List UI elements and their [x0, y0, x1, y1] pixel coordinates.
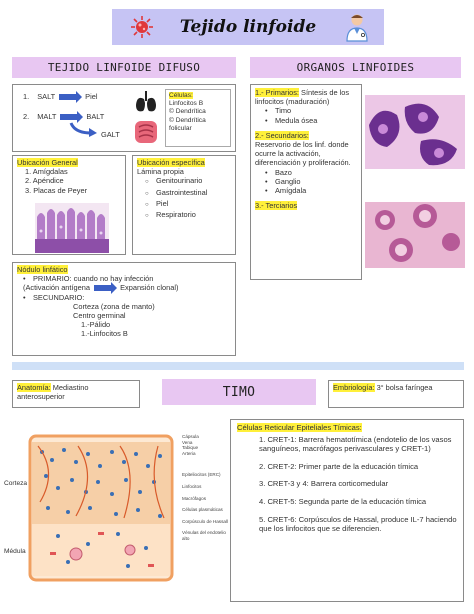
- ubicacion-especifica-box: [132, 155, 236, 255]
- page-title: Tejido linfoide: [179, 17, 317, 37]
- diagram-label: Células plasmáticas: [182, 507, 223, 513]
- arrow-icon: [59, 94, 77, 100]
- primarios-heading: 1.- Primarios:: [255, 88, 299, 97]
- activacion-line: (Activación antígena Expansión clonal): [23, 283, 179, 293]
- celulas-heading: Células:: [169, 92, 193, 99]
- nodulo-heading: Nódulo linfático: [17, 265, 68, 274]
- nodulo-line: Centro germinal: [73, 311, 126, 321]
- list-item: ○ Gastrointestinal: [145, 188, 231, 199]
- galt-label: GALT: [101, 130, 120, 139]
- doctor-icon: [344, 12, 370, 42]
- diagram-label-corteza: Corteza: [4, 480, 28, 487]
- cret-box: [230, 419, 464, 602]
- secundario-line: • SECUNDARIO:: [23, 293, 231, 302]
- cret-item: 5. CRET-6: Corpúsculos de Hassal, produce IL-7 haciendo que los linfocitos que se diferencien.: [259, 514, 457, 534]
- list-item: • Medula ósea: [265, 116, 357, 125]
- list-item: • Bazo: [265, 168, 357, 177]
- list-item: • Amígdala: [265, 186, 357, 195]
- cret-heading: Células Reticular Epiteliales Tímicas:: [237, 423, 362, 432]
- list-item: 3. Placas de Peyer: [25, 185, 88, 195]
- embriologia-label: Embriología:: [333, 383, 375, 392]
- section-title-difuso: TEJIDO LINFOIDE DIFUSO: [12, 57, 236, 78]
- diagram-label: Macrófagos: [182, 495, 207, 501]
- section-title-organos: ORGANOS LINFOIDES: [250, 57, 461, 78]
- virus-icon: [130, 15, 154, 39]
- celulas-line: folicular: [169, 124, 192, 132]
- thymus-diagram: [6, 432, 228, 584]
- list-item: ○ Genitourinario: [145, 176, 231, 187]
- lamina-propia: Lámina propia: [137, 167, 184, 177]
- organos-box: [250, 84, 362, 280]
- secundarios-heading: 2.- Secundarios:: [255, 130, 309, 140]
- cret-item: 4. CRET-5: Segunda parte de la educación tímica: [259, 496, 427, 506]
- salt-malt-box: [12, 84, 236, 152]
- anatomia-text: Mediastino anterosuperior: [17, 383, 89, 402]
- lymph-node-histology-image: [365, 202, 465, 268]
- balt-label: BALT: [86, 112, 105, 121]
- nodulo-line: 1.-Pálido: [81, 320, 111, 330]
- cret-item: 3. CRET-3 y 4: Barrera corticomedular: [259, 479, 389, 489]
- title-banner: [112, 9, 384, 45]
- galt-arrow-icon: [69, 121, 99, 137]
- primario-line: • PRIMARIO: cuando no hay infección: [23, 274, 231, 283]
- thymus-histology-image: [365, 95, 465, 169]
- ubicacion-general-heading: Ubicación General: [17, 158, 78, 167]
- cret-item: 2. CRET-2: Primer parte de la educación tímica: [259, 461, 419, 471]
- diagram-label: Corpúsculo de Hassall: [182, 518, 228, 524]
- intestinal-villi-image: [35, 203, 109, 253]
- row-number: 2.: [23, 112, 30, 121]
- embriologia-text: 3° bolsa faríngea: [376, 383, 433, 392]
- arrow-icon: [94, 285, 112, 291]
- list-item: 2. Apéndice: [25, 176, 64, 186]
- piel-label: Piel: [85, 92, 98, 101]
- intestine-icon: [133, 119, 159, 145]
- diagram-label-medula: Médula: [4, 548, 26, 555]
- nodulo-linfatico-box: [12, 262, 236, 356]
- celulas-box: [165, 89, 231, 147]
- diagram-label: Linfocitos: [182, 483, 202, 489]
- cret-item: 1. CRET-1: Barrera hematotímica (endotelio de los vasos sanguíneos, macrófagos perivasculares y CRET-1): [259, 434, 452, 454]
- malt-label: MALT: [37, 112, 57, 121]
- row-number: 1.: [23, 92, 30, 101]
- terciarios-heading: 3.- Terciarios: [255, 201, 298, 211]
- ubicacion-general-box: [12, 155, 126, 255]
- celulas-line: Linfocitos B: [169, 100, 204, 108]
- diagram-label: Tabique: [182, 445, 199, 451]
- celulas-line: © Dendrítica: [169, 108, 206, 116]
- salt-label: SALT: [37, 92, 56, 101]
- celulas-line: © Dendrítica: [169, 116, 206, 124]
- nodulo-line: Corteza (zona de manto): [73, 301, 155, 311]
- ubicacion-especifica-heading: Ubicación específica: [137, 158, 205, 167]
- diagram-label: Arteria: [182, 450, 196, 456]
- secundarios-text: Reservorio de los linf. donde ocurre la activación, diferenciación y proliferación.: [255, 140, 351, 168]
- list-item: ○ Respiratorio: [145, 210, 231, 221]
- lungs-icon: [133, 89, 159, 115]
- anatomia-label: Anatomía:: [17, 383, 51, 392]
- nodulo-line: 1.-Linfocitos B: [81, 329, 128, 339]
- list-item: • Ganglio: [265, 177, 357, 186]
- list-item: • Timo: [265, 106, 357, 115]
- diagram-label: Vena: [182, 439, 193, 445]
- anatomia-box: [12, 380, 140, 408]
- diagram-label: Vénulas del endotelio alto: [182, 530, 226, 541]
- timo-title: TIMO: [162, 379, 316, 405]
- diagram-label: Cápsula: [182, 434, 199, 439]
- embriologia-box: [328, 380, 464, 408]
- primarios-text: Síntesis de los linfocitos (maduración): [255, 88, 350, 107]
- arrow-icon: [60, 114, 78, 120]
- list-item: 1. Amígdalas: [25, 167, 68, 177]
- list-item: ○ Piel: [145, 199, 231, 210]
- section-divider: [12, 362, 464, 370]
- diagram-label: Epiteliocitos (ERC): [182, 472, 221, 478]
